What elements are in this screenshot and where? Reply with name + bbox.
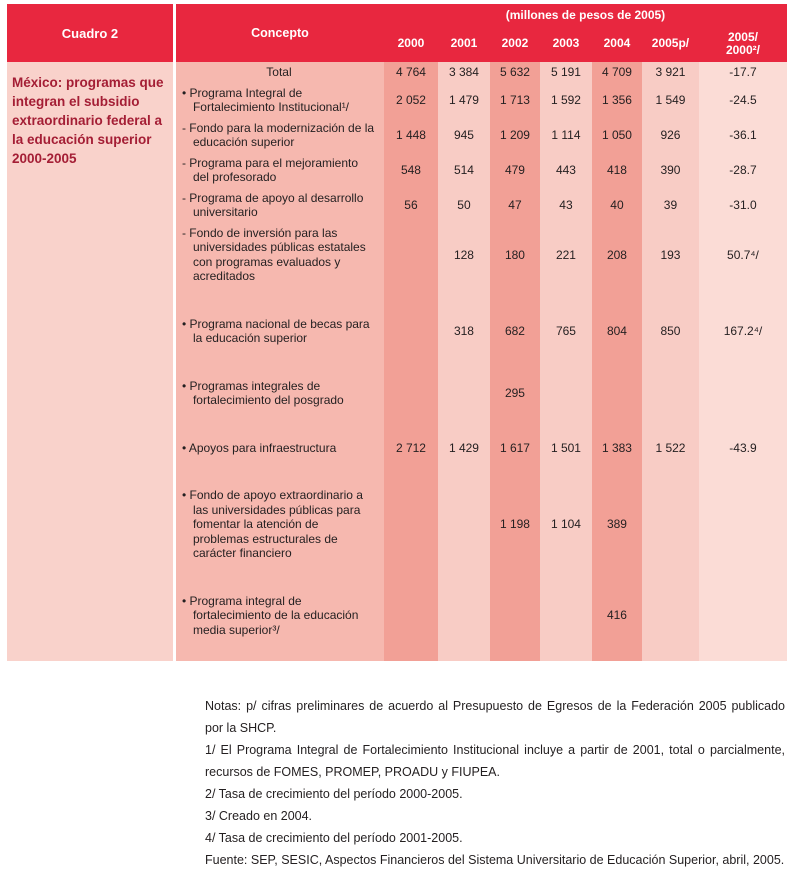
value-cell: 56 xyxy=(384,188,438,223)
value-cell xyxy=(699,349,787,411)
note-line: 2/ Tasa de crecimiento del período 2000-2005. xyxy=(205,787,463,801)
value-cell: 1 522 xyxy=(642,411,699,459)
value-cell: 926 xyxy=(642,118,699,153)
value-cell: 295 xyxy=(490,349,540,411)
table-main xyxy=(176,4,787,661)
value-cell: 5 191 xyxy=(540,62,592,83)
value-cell xyxy=(384,223,438,287)
table-row xyxy=(176,564,787,662)
value-cell: 1 713 xyxy=(490,83,540,118)
value-cell: 1 198 xyxy=(490,458,540,564)
growth-rate-header-line2: 2000²/ xyxy=(725,42,760,57)
value-cell: 443 xyxy=(540,153,592,188)
value-cell xyxy=(384,458,438,564)
value-cell: 390 xyxy=(642,153,699,188)
value-cell xyxy=(384,287,438,349)
value-cell: 1 448 xyxy=(384,118,438,153)
value-cell xyxy=(642,564,699,662)
value-cell xyxy=(699,564,787,662)
value-cell: -17.7 xyxy=(699,62,787,83)
concepto-cell: • Programa nacional de becas para la educación superior xyxy=(176,287,384,349)
table-row xyxy=(176,349,787,411)
value-cell: 1 592 xyxy=(540,83,592,118)
value-cell: 1 209 xyxy=(490,118,540,153)
value-cell: 2 052 xyxy=(384,83,438,118)
value-cell: 1 501 xyxy=(540,411,592,459)
value-cell: 389 xyxy=(592,458,642,564)
value-cell: 208 xyxy=(592,223,642,287)
year-header: 2000 xyxy=(384,25,438,62)
value-cell: 1 383 xyxy=(592,411,642,459)
value-cell xyxy=(438,349,490,411)
table-row xyxy=(176,62,787,83)
value-cell: -31.0 xyxy=(699,188,787,223)
value-cell: 47 xyxy=(490,188,540,223)
growth-rate-header-line1: 2005/ xyxy=(727,29,758,44)
value-cell: 765 xyxy=(540,287,592,349)
cuadro-table xyxy=(7,4,787,661)
year-header: 2005p/ xyxy=(642,25,699,62)
value-cell: 1 617 xyxy=(490,411,540,459)
data-table xyxy=(176,4,787,661)
table-row xyxy=(176,118,787,153)
value-cell xyxy=(384,564,438,662)
value-cell: 1 479 xyxy=(438,83,490,118)
note-line: Notas: p/ cifras preliminares de acuerdo al Presupuesto de Egresos de la Federación 2005 publicado por la SHCP. xyxy=(205,699,785,735)
concepto-cell: - Fondo de inversión para las universidades públicas estatales con programas evaluados y acreditados xyxy=(176,223,384,287)
value-cell xyxy=(699,458,787,564)
concepto-cell: • Apoyos para infraestructura xyxy=(176,411,384,459)
table-caption: México: programas que integran el subsidio extraordinario federal a la educación superior 2000-2005 xyxy=(7,62,173,661)
value-cell: 850 xyxy=(642,287,699,349)
year-header: 2001 xyxy=(438,25,490,62)
concepto-header: Concepto xyxy=(176,4,384,62)
value-cell: -36.1 xyxy=(699,118,787,153)
growth-rate-header xyxy=(699,25,787,62)
concepto-cell: • Programa integral de fortalecimiento de la educación media superior³/ xyxy=(176,564,384,662)
table-row xyxy=(176,83,787,118)
value-cell: 1 104 xyxy=(540,458,592,564)
value-cell: 4 709 xyxy=(592,62,642,83)
value-cell: 416 xyxy=(592,564,642,662)
table-body xyxy=(176,62,787,661)
value-cell: 418 xyxy=(592,153,642,188)
value-cell: 514 xyxy=(438,153,490,188)
value-cell: 50 xyxy=(438,188,490,223)
value-cell: 3 384 xyxy=(438,62,490,83)
concepto-cell: • Programa Integral de Fortalecimiento Institucional¹/ xyxy=(176,83,384,118)
table-row xyxy=(176,411,787,459)
value-cell: 1 429 xyxy=(438,411,490,459)
value-cell: -43.9 xyxy=(699,411,787,459)
value-cell: 40 xyxy=(592,188,642,223)
value-cell xyxy=(642,458,699,564)
value-cell: 167.2⁴/ xyxy=(699,287,787,349)
value-cell xyxy=(540,349,592,411)
value-cell: 43 xyxy=(540,188,592,223)
table-row xyxy=(176,287,787,349)
value-cell: 50.7⁴/ xyxy=(699,223,787,287)
value-cell xyxy=(438,458,490,564)
year-header: 2002 xyxy=(490,25,540,62)
value-cell: 1 356 xyxy=(592,83,642,118)
year-header: 2004 xyxy=(592,25,642,62)
value-cell xyxy=(540,564,592,662)
value-cell: -28.7 xyxy=(699,153,787,188)
value-cell: 804 xyxy=(592,287,642,349)
value-cell: 318 xyxy=(438,287,490,349)
value-cell: 1 050 xyxy=(592,118,642,153)
value-cell: 1 549 xyxy=(642,83,699,118)
notes xyxy=(205,695,785,871)
note-line: 3/ Creado en 2004. xyxy=(205,809,313,823)
concepto-cell: • Fondo de apoyo extraordinario a las universidades públicas para fomentar la atención de problemas estructurales de carácter financiero xyxy=(176,458,384,564)
value-cell: 479 xyxy=(490,153,540,188)
concepto-cell: - Programa para el mejoramiento del profesorado xyxy=(176,153,384,188)
value-cell: 4 764 xyxy=(384,62,438,83)
value-cell: 1 114 xyxy=(540,118,592,153)
table-row xyxy=(176,223,787,287)
value-cell: 180 xyxy=(490,223,540,287)
year-header: 2003 xyxy=(540,25,592,62)
cuadro-number: Cuadro 2 xyxy=(7,4,173,62)
value-cell: 548 xyxy=(384,153,438,188)
sidebar xyxy=(7,4,173,661)
table-header xyxy=(176,4,787,62)
value-cell xyxy=(490,564,540,662)
table-row xyxy=(176,153,787,188)
value-cell: 221 xyxy=(540,223,592,287)
concepto-cell: • Programas integrales de fortalecimiento del posgrado xyxy=(176,349,384,411)
note-line: Fuente: SEP, SESIC, Aspectos Financieros del Sistema Universitario de Educación Superior, abril, 2005. xyxy=(205,853,785,867)
value-cell: 5 632 xyxy=(490,62,540,83)
value-cell: 2 712 xyxy=(384,411,438,459)
value-cell: 945 xyxy=(438,118,490,153)
value-cell: 193 xyxy=(642,223,699,287)
concepto-cell: Total xyxy=(176,62,384,83)
table-row xyxy=(176,188,787,223)
value-cell xyxy=(384,349,438,411)
note-line: 1/ El Programa Integral de Fortalecimiento Institucional incluye a partir de 2001, total o parcialmente, recursos de FOMES, PROMEP, PROADU y FIUPEA. xyxy=(205,743,785,779)
value-cell: 3 921 xyxy=(642,62,699,83)
value-cell xyxy=(592,349,642,411)
note-line: 4/ Tasa de crecimiento del período 2001-2005. xyxy=(205,831,463,845)
value-cell: 128 xyxy=(438,223,490,287)
value-cell xyxy=(438,564,490,662)
concepto-cell: - Fondo para la modernización de la educación superior xyxy=(176,118,384,153)
value-cell xyxy=(642,349,699,411)
value-cell: 39 xyxy=(642,188,699,223)
units-header: (millones de pesos de 2005) xyxy=(384,4,787,25)
concepto-cell: - Programa de apoyo al desarrollo universitario xyxy=(176,188,384,223)
value-cell: -24.5 xyxy=(699,83,787,118)
value-cell: 682 xyxy=(490,287,540,349)
table-row xyxy=(176,458,787,564)
